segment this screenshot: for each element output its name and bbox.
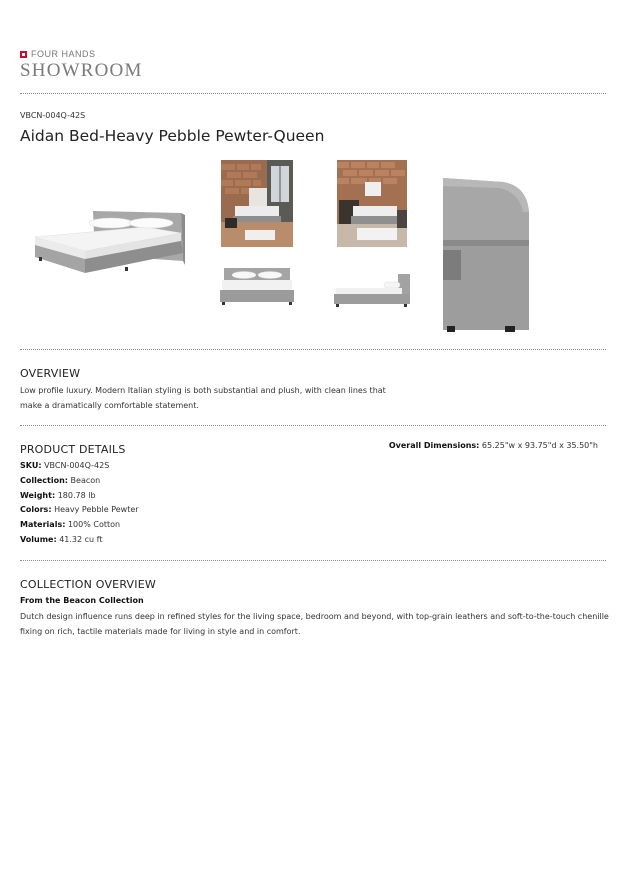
collection-text	[20, 609, 609, 639]
brand-logo	[20, 49, 96, 59]
divider	[20, 349, 606, 350]
collection-overview-heading: COLLECTION OVERVIEW	[20, 578, 156, 591]
product-sku: VBCN-004Q-42S	[20, 111, 86, 120]
detail-value: 100% Cotton	[67, 520, 121, 530]
divider	[20, 425, 606, 426]
overview-text-line: Low profile luxury. Modern Italian styling is both substantial and plush, with clean lines that	[20, 386, 386, 395]
product-image-side[interactable]	[328, 260, 414, 325]
detail-row-collection	[20, 474, 139, 489]
collection-text-line: fixing on rich, tactile materials made for living in style and in comfort.	[20, 627, 301, 636]
detail-value: VBCN-004Q-42S	[44, 461, 110, 470]
detail-value: 180.78 lb	[57, 490, 96, 500]
dimensions-label: Overall Dimensions:	[388, 441, 480, 450]
divider	[20, 560, 606, 561]
detail-value: Heavy Pebble Pewter	[54, 505, 139, 515]
product-details-heading: PRODUCT DETAILS	[20, 443, 126, 456]
detail-value: Beacon	[70, 475, 101, 485]
detail-row-colors	[20, 503, 139, 518]
detail-row-weight	[20, 489, 139, 504]
detail-label: SKU:	[20, 461, 42, 470]
overview-heading: OVERVIEW	[20, 367, 81, 380]
detail-label: Collection:	[20, 475, 68, 485]
detail-row-volume	[20, 533, 139, 548]
overview-text	[20, 383, 386, 413]
detail-label: Materials:	[20, 520, 66, 530]
detail-value: 41.32 cu ft	[59, 534, 103, 544]
product-image-main[interactable]	[25, 175, 195, 300]
product-image-room-1[interactable]	[221, 160, 293, 247]
product-details-list	[20, 459, 139, 548]
divider	[20, 93, 606, 94]
product-image-front[interactable]	[214, 258, 300, 323]
collection-text-line: Dutch design influence runs deep in refined styles for the living space, bedroom and beyond, with top-grain leathers and soft-to-the-touch chenille	[20, 612, 609, 621]
product-title: Aidan Bed-Heavy Pebble Pewter-Queen	[20, 127, 325, 145]
detail-row-materials	[20, 518, 139, 533]
overall-dimensions	[389, 441, 598, 450]
detail-row-sku	[20, 459, 139, 474]
detail-label: Volume:	[20, 534, 57, 544]
overview-text-line: make a dramatically comfortable statement.	[20, 401, 199, 410]
product-image-room-2[interactable]	[337, 160, 407, 247]
dimensions-value: 65.25"w x 93.75"d x 35.50"h	[481, 441, 598, 450]
brand-square-icon	[20, 51, 27, 58]
detail-label: Colors:	[20, 505, 52, 515]
product-image-detail[interactable]	[443, 178, 531, 334]
brand-company-name: FOUR HANDS	[31, 49, 96, 59]
detail-label: Weight:	[20, 490, 56, 500]
brand-wordmark: SHOWROOM	[20, 60, 143, 81]
collection-subheading: From the Beacon Collection	[20, 596, 144, 605]
